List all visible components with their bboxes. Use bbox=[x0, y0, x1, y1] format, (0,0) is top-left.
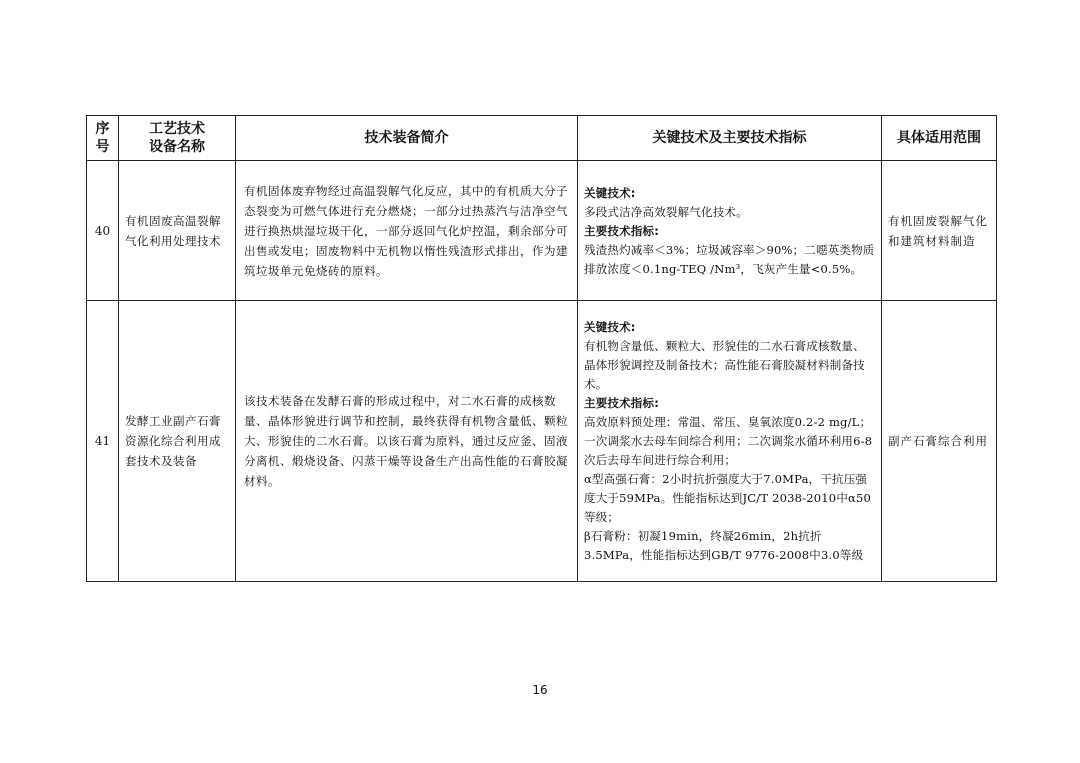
table-header-row bbox=[87, 116, 997, 161]
header-name-line2: 设备名称 bbox=[149, 139, 205, 155]
row-intro-text: 该技术装备在发酵石膏的形成过程中，对二水石膏的成核数量、晶体形貌进行调节和控制，最终获得有机物含量低、颗粒大、形貌佳的二水石膏。以该石膏为原料，通过反应釜、固液分离机、煅烧设备、闪蒸干燥等设备生产出高性能的石膏胶凝材料。 bbox=[244, 394, 568, 488]
key-indicator-label: 主要技术指标: bbox=[584, 396, 659, 410]
row-intro-text: 有机固体废弃物经过高温裂解气化反应，其中的有机质大分子态裂变为可燃气体进行充分燃烧；一部分过热蒸汽与洁净空气进行换热烘湿垃圾干化，一部分返回气化炉控温，剩余部分可出售或发电；固废物料中无机物以惰性残渣形式排出，作为建筑垃圾单元免烧砖的原料。 bbox=[244, 183, 568, 278]
key-tech-label: 关键技术: bbox=[584, 320, 636, 334]
key-indicator-text: β石膏粉：初凝19min，终凝26min，2h抗折3.5MPa，性能指标达到GB/T 9776-2008中3.0等级 bbox=[584, 529, 864, 562]
header-intro: 技术装备简介 bbox=[236, 116, 578, 161]
header-name-line1: 工艺技术 bbox=[149, 121, 205, 137]
row-intro bbox=[236, 161, 578, 301]
key-tech-text: 有机物含量低、颗粒大、形貌佳的二水石膏成核数量、晶体形貌调控及制备技术；高性能石膏胶凝材料制备技术。 bbox=[584, 339, 865, 391]
key-tech-text: 多段式洁净高效裂解气化技术。 bbox=[584, 204, 748, 219]
header-key: 关键技术及主要技术指标 bbox=[578, 116, 882, 161]
row-scope bbox=[882, 301, 997, 582]
row-scope-text: 副产石膏综合利用 bbox=[888, 434, 988, 448]
row-key bbox=[578, 301, 882, 582]
key-tech-label: 关键技术: bbox=[584, 185, 636, 200]
header-number-line1: 序 bbox=[95, 121, 110, 137]
key-indicator-text: 一次调浆水去母车间综合利用；二次调浆水循环利用6-8次后去母车间进行综合利用； bbox=[584, 434, 873, 467]
page-number: 16 bbox=[532, 683, 548, 697]
row-key bbox=[578, 161, 882, 301]
row-key-text bbox=[578, 315, 881, 567]
key-indicator-text: α型高强石膏：2小时抗折强度大于7.0MPa，干抗压强度大于59MPa。性能指标达到JC/T 2038-2010中α50等级； bbox=[584, 472, 872, 524]
table-row bbox=[87, 301, 997, 582]
header-scope: 具体适用范围 bbox=[882, 116, 997, 161]
row-key-text bbox=[578, 181, 881, 281]
row-scope bbox=[882, 161, 997, 301]
key-indicator-text: 高效原料预处理：常温、常压、臭氧浓度0.2-2 mg/L； bbox=[584, 415, 872, 429]
row-name-text: 发酵工业副产石膏资源化综合利用成套技术及装备 bbox=[125, 414, 221, 468]
row-intro bbox=[236, 301, 578, 582]
technology-table bbox=[86, 115, 997, 582]
row-name-text: 有机固废高温裂解气化利用处理技术 bbox=[125, 213, 221, 248]
row-number: 41 bbox=[87, 301, 119, 582]
key-indicator-text: 残渣热灼减率＜3%；垃圾减容率＞90%；二噁英类物质排放浓度＜0.1ng-TEQ /Nm³，飞灰产生量<0.5%。 bbox=[584, 242, 875, 276]
header-number-line2: 号 bbox=[95, 139, 110, 155]
row-name bbox=[119, 301, 236, 582]
row-number: 40 bbox=[87, 161, 119, 301]
table-row bbox=[87, 161, 997, 301]
row-scope-text: 有机固废裂解气化和建筑材料制造 bbox=[888, 213, 988, 248]
key-indicator-label: 主要技术指标: bbox=[584, 223, 659, 238]
header-number bbox=[87, 116, 119, 161]
header-name bbox=[119, 116, 236, 161]
row-name bbox=[119, 161, 236, 301]
